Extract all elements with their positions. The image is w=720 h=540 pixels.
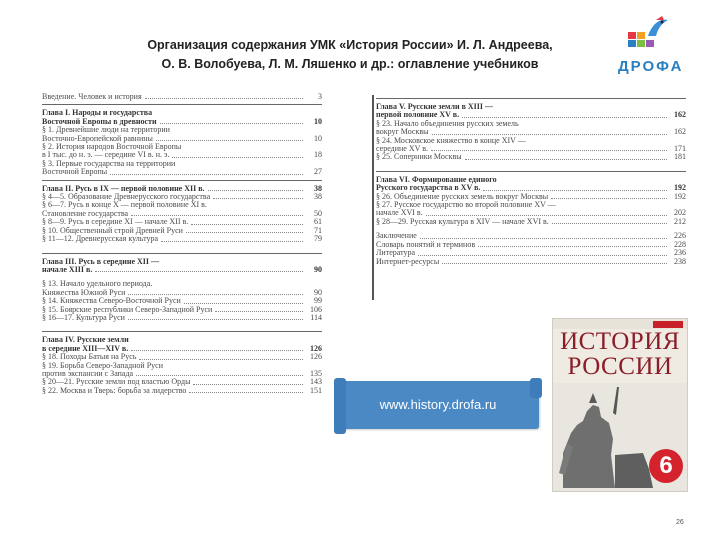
toc-entry: Восточной Европы 27 [42,167,322,177]
toc-entry: § 15. Боярские республики Северо-Западной Руси 106 [42,304,322,314]
drofa-logo-text: ДРОФА [618,58,684,75]
toc-chapter-5-heading-line-2: первой половине XV в. 162 [376,110,686,120]
website-link-box[interactable] [337,381,539,429]
toc-entry: § 24. Московское княжество в конце XIV — [376,135,526,145]
toc-entry: § 2. История народов Восточной Европы [42,142,182,152]
toc-entry: Восточно-Европейской равнины 10 [42,133,322,143]
toc-entry: § 14. Княжества Северо-Восточной Руси 99 [42,296,322,306]
drofa-bird-icon [618,14,674,58]
toc-entry-literature: Литература 236 [376,248,686,258]
grade-badge: 6 [649,449,683,483]
divider [42,253,322,254]
toc-chapter-3-heading: Глава III. Русь в середине XII — [42,256,159,266]
divider [42,104,322,105]
toc-entry: § 8—9. Русь в середине XI — начале XII в. 61 [42,217,322,227]
toc-entry: § 18. Походы Батыя на Русь 126 [42,352,322,362]
toc-entry: § 26. Объединение русских земель вокруг Москвы 192 [376,191,686,201]
cover-title-line-2: РОССИИ [567,353,673,380]
toc-chapter-6-heading-line-2: Русского государства в XV в. 192 [376,183,686,193]
toc-entry: § 13. Начало удельного периода. [42,279,153,289]
toc-entry: § 1. Древнейшие люди на территории [42,125,170,135]
toc-entry: § 11—12. Древнерусская культура 79 [42,234,322,244]
toc-entry: § 25. Соперники Москвы 181 [376,152,686,162]
toc-entry-intro: Введение. Человек и история 3 [42,92,322,101]
toc-entry: § 6—7. Русь в конце X — первой половине XI в. [42,200,207,210]
slide-title-line-2: О. В. Волобуева, Л. М. Ляшенко и др.: оглавление учебников [161,57,539,71]
toc-chapter-5-heading: Глава V. Русские земли в XIII — [376,102,494,111]
website-link[interactable]: www.history.drofa.ru [379,397,497,412]
toc-entry: в I тыс. до н. э. — середине VI в. н. э. 18 [42,150,322,160]
drofa-logo [618,14,684,80]
cover-title-line-1: ИСТОРИЯ [560,328,680,355]
column-divider [372,95,374,300]
cover-red-tag [653,321,683,328]
toc-entry: Становление государства 50 [42,208,322,218]
toc-chapter-3-heading-line-2: начале XIII в. 90 [42,264,322,274]
toc-entry-internet: Интернет-ресурсы 238 [376,256,686,266]
toc-entry: § 20—21. Русские земли под властью Орды 143 [42,377,322,387]
toc-left-column [42,93,322,395]
toc-entry: § 4—5. Образование Древнерусского государства 38 [42,192,322,202]
toc-chapter-4-heading-line-2: в середине XIII—XIV в. 126 [42,343,322,353]
toc-chapter-1-heading: Глава I. Народы и государства [42,108,153,118]
toc-entry: § 10. Общественный строй Древней Руси 71 [42,225,322,235]
toc-entry: против экспансии с Запада 135 [42,368,322,378]
toc-entry: § 27. Русское государство во второй половине XV — [376,200,556,210]
toc-entry-glossary: Словарь понятий и терминов 228 [376,239,686,249]
divider [42,180,322,181]
slide-title-line-1: Организация содержания УМК «История России» И. Л. Андреева, [147,38,553,52]
slide-title [90,36,610,74]
divider [376,171,686,172]
toc-chapter-2-heading: Глава II. Русь в IX — первой половине XII в. 38 [42,183,322,193]
toc-entry: начале XVI в. 202 [376,208,686,218]
toc-chapter-4-heading: Глава IV. Русские земли [42,335,129,345]
toc-entry: § 16—17. Культура Руси 114 [42,312,322,322]
toc-entry: § 3. Первые государства на территории [42,158,176,168]
toc-entry-conclusion: Заключение 226 [376,231,686,241]
toc-chapter-6-heading: Глава VI. Формирование единого [376,174,497,184]
divider [376,98,686,99]
toc-entry: § 19. Борьба Северо-Западной Руси [42,360,163,370]
toc-entry: § 22. Москва и Тверь: борьба за лидерство 151 [42,385,322,395]
toc-entry: середине XV в. 171 [376,144,686,154]
toc-entry: Княжества Южной Руси 90 [42,287,322,297]
toc-entry: § 23. Начало объединения русских земель [376,118,519,128]
toc-right-column [376,95,686,266]
divider [42,331,322,332]
slide-page-number: 26 [676,519,684,526]
textbook-cover [552,318,688,492]
toc-entry: § 28—29. Русская культура в XIV — начале XVI в. 212 [376,216,686,226]
toc-entry: вокруг Москвы 162 [376,127,686,137]
toc-chapter-1-heading-line-2: Восточной Европы в древности 10 [42,116,322,126]
